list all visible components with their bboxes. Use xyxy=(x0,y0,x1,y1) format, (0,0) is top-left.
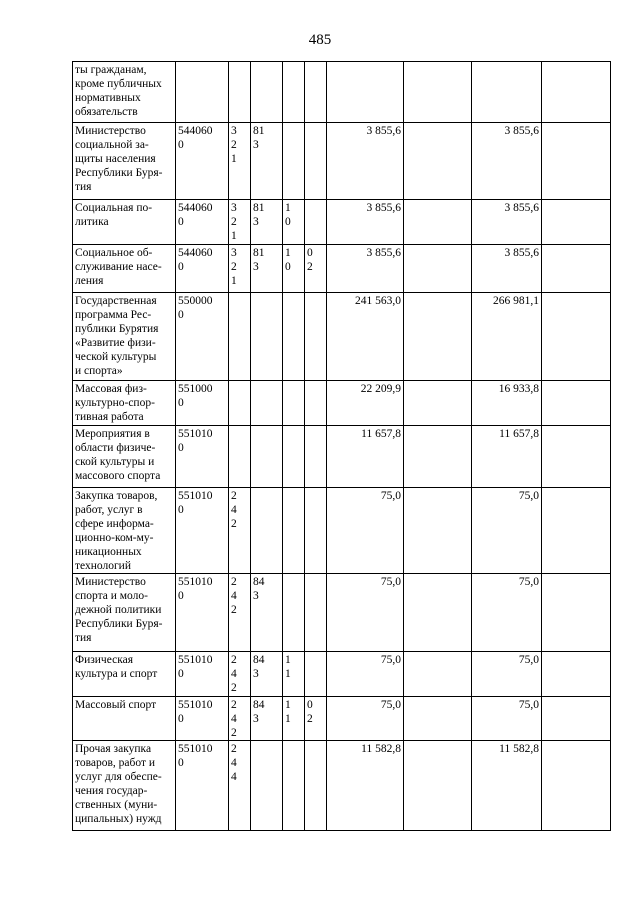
cell-expense-type xyxy=(229,381,251,426)
cell-line: культура и спорт xyxy=(75,668,158,680)
cell-line: услуг для обеспе- xyxy=(75,771,162,783)
cell-amount-year2: 3 855,6 xyxy=(472,200,542,245)
cell-empty-2 xyxy=(542,574,611,652)
cell-target-code xyxy=(176,245,229,293)
cell-line: 3 xyxy=(231,202,237,214)
cell-line: 84 xyxy=(253,576,265,588)
cell-line: 81 xyxy=(253,202,265,214)
cell-line: тивная работа xyxy=(75,411,144,423)
cell-empty-1 xyxy=(404,381,472,426)
cell-line: 2 xyxy=(231,699,237,711)
table-body xyxy=(73,62,611,831)
cell-line: ской культуры и xyxy=(75,456,155,468)
cell-line: 3 xyxy=(253,713,259,725)
cell-ministry-code xyxy=(251,697,283,741)
cell-amount-year2 xyxy=(472,62,542,123)
table-row xyxy=(73,741,611,831)
cell-line: Прочая закупка xyxy=(75,743,152,755)
cell-section xyxy=(283,426,305,488)
cell-line: 2 xyxy=(231,139,237,151)
cell-line: «Развитие физи- xyxy=(75,337,156,349)
cell-amount-year2: 11 657,8 xyxy=(472,426,542,488)
cell-line: 551010 xyxy=(178,743,213,755)
cell-subsection xyxy=(305,245,327,293)
cell-line: 1 xyxy=(285,713,291,725)
cell-target-code xyxy=(176,381,229,426)
cell-line: Министерство xyxy=(75,576,146,588)
cell-line: 84 xyxy=(253,699,265,711)
cell-line: служивание насе- xyxy=(75,261,162,273)
cell-empty-2 xyxy=(542,200,611,245)
cell-line: 0 xyxy=(307,247,313,259)
cell-amount-year1: 11 582,8 xyxy=(327,741,404,831)
cell-line: 3 xyxy=(253,668,259,680)
cell-line: 4 xyxy=(231,590,237,602)
cell-name xyxy=(73,123,176,200)
cell-section xyxy=(283,488,305,574)
cell-line: дежной политики xyxy=(75,604,162,616)
cell-empty-2 xyxy=(542,652,611,697)
cell-subsection xyxy=(305,123,327,200)
cell-line: 3 xyxy=(253,139,259,151)
cell-line: ческой культуры xyxy=(75,351,157,363)
cell-line: 551010 xyxy=(178,428,213,440)
cell-line: 551000 xyxy=(178,383,213,395)
cell-line: массового спорта xyxy=(75,470,161,482)
cell-amount-year1 xyxy=(327,62,404,123)
cell-section xyxy=(283,652,305,697)
cell-subsection xyxy=(305,200,327,245)
cell-amount-year1: 75,0 xyxy=(327,652,404,697)
table-row xyxy=(73,426,611,488)
cell-ministry-code xyxy=(251,574,283,652)
cell-amount-year1: 3 855,6 xyxy=(327,200,404,245)
cell-line: социальной за- xyxy=(75,139,149,151)
cell-empty-2 xyxy=(542,741,611,831)
cell-line: Министерство xyxy=(75,125,146,137)
cell-empty-1 xyxy=(404,574,472,652)
cell-line: 0 xyxy=(178,590,184,602)
cell-amount-year2: 16 933,8 xyxy=(472,381,542,426)
cell-empty-1 xyxy=(404,293,472,381)
cell-subsection xyxy=(305,488,327,574)
cell-line: технологий xyxy=(75,560,131,572)
cell-line: 551010 xyxy=(178,490,213,502)
cell-line: области физиче- xyxy=(75,442,156,454)
cell-line: 2 xyxy=(231,727,237,739)
cell-expense-type xyxy=(229,426,251,488)
cell-line: 2 xyxy=(231,518,237,530)
cell-amount-year1: 75,0 xyxy=(327,488,404,574)
cell-section xyxy=(283,123,305,200)
cell-line: 2 xyxy=(231,654,237,666)
cell-line: 2 xyxy=(231,604,237,616)
cell-line: нормативных xyxy=(75,92,141,104)
cell-line: 2 xyxy=(307,713,313,725)
cell-empty-2 xyxy=(542,123,611,200)
cell-subsection xyxy=(305,741,327,831)
cell-empty-2 xyxy=(542,381,611,426)
cell-name xyxy=(73,741,176,831)
cell-empty-1 xyxy=(404,62,472,123)
cell-line: Республики Буря- xyxy=(75,167,163,179)
cell-ministry-code xyxy=(251,488,283,574)
cell-line: 2 xyxy=(231,682,237,694)
cell-line: Закупка товаров, xyxy=(75,490,158,502)
cell-amount-year2: 11 582,8 xyxy=(472,741,542,831)
cell-amount-year2: 75,0 xyxy=(472,652,542,697)
cell-section xyxy=(283,200,305,245)
cell-target-code xyxy=(176,574,229,652)
cell-ministry-code xyxy=(251,200,283,245)
cell-amount-year1: 3 855,6 xyxy=(327,123,404,200)
cell-ministry-code xyxy=(251,652,283,697)
table-row xyxy=(73,293,611,381)
cell-amount-year2: 75,0 xyxy=(472,488,542,574)
cell-subsection xyxy=(305,381,327,426)
cell-line: ционно-ком-му- xyxy=(75,532,154,544)
cell-line: 0 xyxy=(178,713,184,725)
cell-line: публики Бурятия xyxy=(75,323,159,335)
cell-line: 1 xyxy=(285,668,291,680)
cell-line: 2 xyxy=(231,216,237,228)
cell-subsection xyxy=(305,574,327,652)
cell-line: сфере информа- xyxy=(75,518,154,530)
cell-line: 4 xyxy=(231,713,237,725)
cell-line: Массовый спорт xyxy=(75,699,157,711)
cell-name xyxy=(73,200,176,245)
table-row xyxy=(73,488,611,574)
cell-line: литика xyxy=(75,216,109,228)
cell-line: кроме публичных xyxy=(75,78,162,90)
cell-target-code xyxy=(176,488,229,574)
cell-line: 3 xyxy=(231,247,237,259)
cell-target-code xyxy=(176,123,229,200)
cell-target-code xyxy=(176,697,229,741)
cell-line: 1 xyxy=(231,230,237,242)
cell-line: 0 xyxy=(178,504,184,516)
cell-line: 1 xyxy=(285,202,291,214)
cell-line: 551010 xyxy=(178,654,213,666)
cell-line: 1 xyxy=(285,699,291,711)
cell-subsection xyxy=(305,652,327,697)
cell-line: 0 xyxy=(178,216,184,228)
cell-line: 2 xyxy=(231,490,237,502)
cell-amount-year1: 75,0 xyxy=(327,574,404,652)
cell-ministry-code xyxy=(251,426,283,488)
cell-target-code xyxy=(176,293,229,381)
cell-empty-2 xyxy=(542,62,611,123)
page-number: 485 xyxy=(308,32,332,48)
cell-line: 2 xyxy=(231,261,237,273)
cell-line: 4 xyxy=(231,504,237,516)
cell-line: 544060 xyxy=(178,202,213,214)
cell-expense-type xyxy=(229,200,251,245)
cell-expense-type xyxy=(229,293,251,381)
cell-target-code xyxy=(176,200,229,245)
table-row xyxy=(73,62,611,123)
cell-subsection xyxy=(305,426,327,488)
cell-empty-1 xyxy=(404,426,472,488)
cell-expense-type xyxy=(229,488,251,574)
table-row xyxy=(73,200,611,245)
cell-expense-type xyxy=(229,574,251,652)
cell-line: тия xyxy=(75,181,92,193)
table-row xyxy=(73,245,611,293)
cell-line: культурно-спор- xyxy=(75,397,155,409)
cell-ministry-code xyxy=(251,123,283,200)
cell-target-code xyxy=(176,426,229,488)
cell-line: работ, услуг в xyxy=(75,504,143,516)
cell-line: 4 xyxy=(231,757,237,769)
cell-subsection xyxy=(305,62,327,123)
cell-empty-2 xyxy=(542,426,611,488)
cell-line: 3 xyxy=(253,590,259,602)
cell-line: 1 xyxy=(285,247,291,259)
cell-line: 81 xyxy=(253,247,265,259)
cell-section xyxy=(283,293,305,381)
cell-empty-1 xyxy=(404,741,472,831)
cell-empty-2 xyxy=(542,245,611,293)
cell-empty-2 xyxy=(542,488,611,574)
cell-line: 84 xyxy=(253,654,265,666)
cell-empty-2 xyxy=(542,697,611,741)
cell-line: 0 xyxy=(178,139,184,151)
cell-line: и спорта» xyxy=(75,365,123,377)
cell-line: никационных xyxy=(75,546,142,558)
cell-section xyxy=(283,697,305,741)
cell-subsection xyxy=(305,293,327,381)
cell-name xyxy=(73,488,176,574)
cell-expense-type xyxy=(229,652,251,697)
cell-amount-year2: 3 855,6 xyxy=(472,245,542,293)
cell-line: Мероприятия в xyxy=(75,428,150,440)
cell-line: Массовая физ- xyxy=(75,383,147,395)
cell-line: 3 xyxy=(231,125,237,137)
cell-line: 1 xyxy=(231,275,237,287)
cell-line: 81 xyxy=(253,125,265,137)
table-row xyxy=(73,123,611,200)
cell-line: Социальная по- xyxy=(75,202,153,214)
cell-line: 3 xyxy=(253,261,259,273)
cell-amount-year1: 11 657,8 xyxy=(327,426,404,488)
cell-line: ципальных) нужд xyxy=(75,813,162,825)
cell-line: 544060 xyxy=(178,247,213,259)
cell-empty-1 xyxy=(404,200,472,245)
cell-name xyxy=(73,652,176,697)
cell-subsection xyxy=(305,697,327,741)
cell-line: чения государ- xyxy=(75,785,148,797)
cell-name xyxy=(73,697,176,741)
cell-section xyxy=(283,741,305,831)
cell-line: 551010 xyxy=(178,699,213,711)
table-row xyxy=(73,574,611,652)
cell-line: ственных (муни- xyxy=(75,799,158,811)
cell-line: Республики Буря- xyxy=(75,618,163,630)
cell-line: 2 xyxy=(231,743,237,755)
cell-line: ления xyxy=(75,275,104,287)
cell-line: 0 xyxy=(307,699,313,711)
table-row xyxy=(73,697,611,741)
cell-name xyxy=(73,381,176,426)
cell-amount-year1: 75,0 xyxy=(327,697,404,741)
cell-ministry-code xyxy=(251,62,283,123)
table-row xyxy=(73,652,611,697)
cell-name xyxy=(73,293,176,381)
cell-empty-1 xyxy=(404,123,472,200)
cell-line: 0 xyxy=(178,397,184,409)
cell-line: 3 xyxy=(253,216,259,228)
cell-line: 4 xyxy=(231,771,237,783)
cell-amount-year2: 75,0 xyxy=(472,574,542,652)
cell-line: 0 xyxy=(178,261,184,273)
cell-line: 0 xyxy=(178,442,184,454)
cell-empty-1 xyxy=(404,488,472,574)
cell-line: 551010 xyxy=(178,576,213,588)
cell-line: ты гражданам, xyxy=(75,64,147,76)
cell-section xyxy=(283,62,305,123)
cell-amount-year1: 3 855,6 xyxy=(327,245,404,293)
cell-line: щиты населения xyxy=(75,153,156,165)
cell-line: 0 xyxy=(285,261,291,273)
cell-section xyxy=(283,245,305,293)
cell-section xyxy=(283,381,305,426)
cell-name xyxy=(73,426,176,488)
cell-line: Физическая xyxy=(75,654,134,666)
cell-line: обязательств xyxy=(75,106,138,118)
cell-line: 4 xyxy=(231,668,237,680)
cell-amount-year1: 241 563,0 xyxy=(327,293,404,381)
cell-line: Государственная xyxy=(75,295,157,307)
cell-ministry-code xyxy=(251,381,283,426)
cell-line: 1 xyxy=(285,654,291,666)
cell-amount-year2: 266 981,1 xyxy=(472,293,542,381)
cell-line: спорта и моло- xyxy=(75,590,148,602)
cell-target-code xyxy=(176,62,229,123)
cell-line: 2 xyxy=(231,576,237,588)
cell-line: товаров, работ и xyxy=(75,757,156,769)
cell-amount-year1: 22 209,9 xyxy=(327,381,404,426)
cell-expense-type xyxy=(229,245,251,293)
cell-empty-1 xyxy=(404,697,472,741)
cell-expense-type xyxy=(229,123,251,200)
cell-line: 550000 xyxy=(178,295,213,307)
cell-empty-2 xyxy=(542,293,611,381)
table-row xyxy=(73,381,611,426)
cell-line: 2 xyxy=(307,261,313,273)
cell-ministry-code xyxy=(251,741,283,831)
cell-empty-1 xyxy=(404,652,472,697)
cell-expense-type xyxy=(229,741,251,831)
cell-empty-1 xyxy=(404,245,472,293)
cell-line: программа Рес- xyxy=(75,309,152,321)
cell-line: 0 xyxy=(178,757,184,769)
cell-section xyxy=(283,574,305,652)
cell-line: тия xyxy=(75,632,92,644)
cell-line: 0 xyxy=(178,668,184,680)
cell-name xyxy=(73,574,176,652)
cell-name xyxy=(73,62,176,123)
cell-amount-year2: 3 855,6 xyxy=(472,123,542,200)
cell-line: 544060 xyxy=(178,125,213,137)
cell-target-code xyxy=(176,741,229,831)
cell-amount-year2: 75,0 xyxy=(472,697,542,741)
cell-ministry-code xyxy=(251,293,283,381)
budget-table xyxy=(72,61,611,831)
cell-line: 1 xyxy=(231,153,237,165)
cell-line: 0 xyxy=(178,309,184,321)
cell-line: Социальное об- xyxy=(75,247,153,259)
cell-expense-type xyxy=(229,697,251,741)
cell-target-code xyxy=(176,652,229,697)
cell-expense-type xyxy=(229,62,251,123)
cell-line: 0 xyxy=(285,216,291,228)
cell-ministry-code xyxy=(251,245,283,293)
cell-name xyxy=(73,245,176,293)
